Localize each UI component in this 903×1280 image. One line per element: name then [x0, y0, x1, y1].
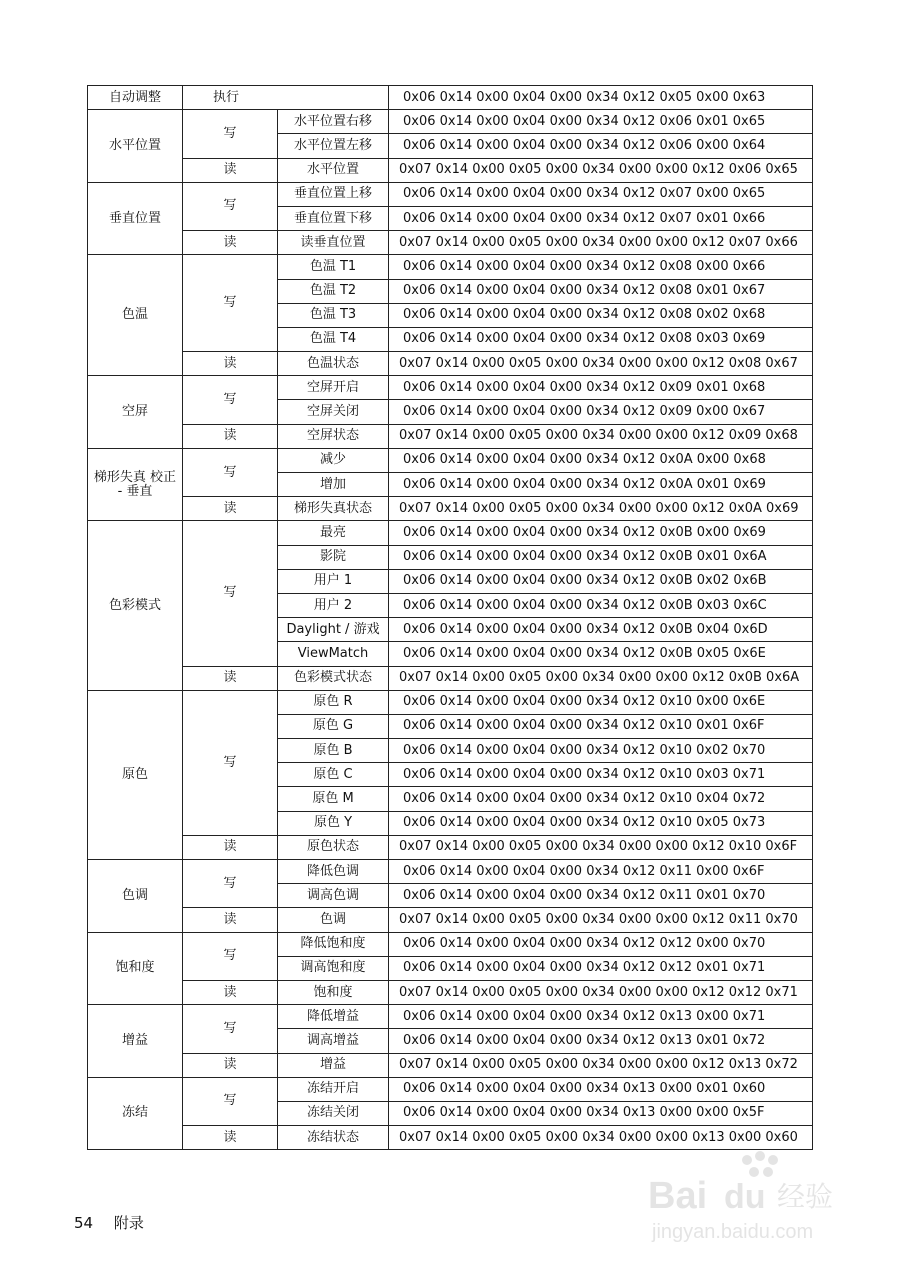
svg-text:Bai: Bai	[648, 1175, 708, 1217]
operation-cell: 读	[183, 424, 278, 448]
item-cell: 色彩模式状态	[278, 666, 389, 690]
command-code-cell: 0x06 0x14 0x00 0x04 0x00 0x34 0x12 0x0B 0x01 0x6A	[389, 545, 813, 569]
page-number: 54	[74, 1214, 94, 1232]
item-cell: 冻结关闭	[278, 1101, 389, 1125]
command-table-body	[88, 86, 813, 1150]
operation-cell: 读	[183, 158, 278, 182]
table-row	[88, 860, 813, 884]
item-cell: 垂直位置上移	[278, 182, 389, 206]
item-cell: 增加	[278, 473, 389, 497]
item-cell: 色温状态	[278, 352, 389, 376]
command-code-cell: 0x06 0x14 0x00 0x04 0x00 0x34 0x12 0x10 0x04 0x72	[389, 787, 813, 811]
table-row	[88, 255, 813, 279]
table-row	[88, 231, 813, 255]
item-cell: 饱和度	[278, 980, 389, 1004]
table-row	[88, 1005, 813, 1029]
item-cell: 垂直位置下移	[278, 206, 389, 230]
item-cell: 降低增益	[278, 1005, 389, 1029]
function-cell: 空屏	[88, 376, 183, 449]
table-row	[88, 158, 813, 182]
command-code-cell: 0x06 0x14 0x00 0x04 0x00 0x34 0x12 0x12 0x01 0x71	[389, 956, 813, 980]
function-cell: 色温	[88, 255, 183, 376]
table-row	[88, 521, 813, 545]
command-code-cell: 0x06 0x14 0x00 0x04 0x00 0x34 0x12 0x08 0x00 0x66	[389, 255, 813, 279]
item-cell: Daylight / 游戏	[278, 618, 389, 642]
operation-cell: 写	[183, 1005, 278, 1053]
command-code-cell: 0x06 0x14 0x00 0x04 0x00 0x34 0x12 0x09 0x01 0x68	[389, 376, 813, 400]
function-cell: 原色	[88, 690, 183, 859]
item-cell: 水平位置	[278, 158, 389, 182]
table-row	[88, 424, 813, 448]
item-cell: 原色 G	[278, 714, 389, 738]
command-code-cell: 0x06 0x14 0x00 0x04 0x00 0x34 0x12 0x0B 0x00 0x69	[389, 521, 813, 545]
table-row	[88, 835, 813, 859]
table-row	[88, 182, 813, 206]
table-row	[88, 932, 813, 956]
table-row	[88, 497, 813, 521]
command-code-cell: 0x07 0x14 0x00 0x05 0x00 0x34 0x00 0x00 0x12 0x0B 0x6A	[389, 666, 813, 690]
table-row	[88, 908, 813, 932]
item-cell: 冻结状态	[278, 1126, 389, 1150]
item-cell: 水平位置左移	[278, 134, 389, 158]
function-cell: 梯形失真 校正 - 垂直	[88, 448, 183, 521]
operation-cell: 读	[183, 666, 278, 690]
operation-cell: 写	[183, 1077, 278, 1125]
item-cell: 调高色调	[278, 884, 389, 908]
item-cell: 用户 2	[278, 593, 389, 617]
operation-cell: 读	[183, 352, 278, 376]
command-code-cell: 0x06 0x14 0x00 0x04 0x00 0x34 0x12 0x0A 0x01 0x69	[389, 473, 813, 497]
command-code-cell: 0x06 0x14 0x00 0x04 0x00 0x34 0x13 0x00 0x00 0x5F	[389, 1101, 813, 1125]
table-row	[88, 376, 813, 400]
item-cell: 冻结开启	[278, 1077, 389, 1101]
operation-cell: 读	[183, 908, 278, 932]
item-cell: 读垂直位置	[278, 231, 389, 255]
item-cell: 调高增益	[278, 1029, 389, 1053]
function-cell: 色彩模式	[88, 521, 183, 690]
operation-cell: 读	[183, 497, 278, 521]
command-code-cell: 0x06 0x14 0x00 0x04 0x00 0x34 0x12 0x11 0x01 0x70	[389, 884, 813, 908]
function-cell: 自动调整	[88, 86, 183, 110]
item-cell: 色调	[278, 908, 389, 932]
operation-cell: 读	[183, 1053, 278, 1077]
item-cell: 原色 Y	[278, 811, 389, 835]
function-cell: 冻结	[88, 1077, 183, 1150]
command-code-cell: 0x06 0x14 0x00 0x04 0x00 0x34 0x12 0x10 0x00 0x6E	[389, 690, 813, 714]
command-code-cell: 0x06 0x14 0x00 0x04 0x00 0x34 0x12 0x08 0x03 0x69	[389, 327, 813, 351]
command-code-cell: 0x07 0x14 0x00 0x05 0x00 0x34 0x00 0x00 0x12 0x08 0x67	[389, 352, 813, 376]
table-row	[88, 448, 813, 472]
item-cell: 原色 R	[278, 690, 389, 714]
command-code-cell: 0x07 0x14 0x00 0x05 0x00 0x34 0x00 0x00 0x12 0x10 0x6F	[389, 835, 813, 859]
command-table	[87, 85, 813, 1150]
command-code-cell: 0x06 0x14 0x00 0x04 0x00 0x34 0x12 0x11 0x00 0x6F	[389, 860, 813, 884]
command-code-cell: 0x06 0x14 0x00 0x04 0x00 0x34 0x12 0x13 0x01 0x72	[389, 1029, 813, 1053]
command-code-cell: 0x06 0x14 0x00 0x04 0x00 0x34 0x12 0x06 0x00 0x64	[389, 134, 813, 158]
command-code-cell: 0x06 0x14 0x00 0x04 0x00 0x34 0x12 0x09 0x00 0x67	[389, 400, 813, 424]
table-row	[88, 980, 813, 1004]
operation-cell: 读	[183, 980, 278, 1004]
command-code-cell: 0x07 0x14 0x00 0x05 0x00 0x34 0x00 0x00 0x12 0x13 0x72	[389, 1053, 813, 1077]
operation-cell: 执行	[183, 86, 389, 110]
operation-cell: 写	[183, 376, 278, 424]
item-cell: 降低色调	[278, 860, 389, 884]
command-code-cell: 0x06 0x14 0x00 0x04 0x00 0x34 0x12 0x0B 0x02 0x6B	[389, 569, 813, 593]
operation-cell: 读	[183, 231, 278, 255]
command-code-cell: 0x07 0x14 0x00 0x05 0x00 0x34 0x00 0x00 0x12 0x11 0x70	[389, 908, 813, 932]
command-code-cell: 0x06 0x14 0x00 0x04 0x00 0x34 0x12 0x13 0x00 0x71	[389, 1005, 813, 1029]
operation-cell: 写	[183, 448, 278, 496]
table-row	[88, 352, 813, 376]
table-row	[88, 1053, 813, 1077]
item-cell: 原色 C	[278, 763, 389, 787]
item-cell: 色温 T4	[278, 327, 389, 351]
operation-cell: 读	[183, 835, 278, 859]
function-cell: 垂直位置	[88, 182, 183, 255]
operation-cell: 读	[183, 1126, 278, 1150]
command-code-cell: 0x07 0x14 0x00 0x05 0x00 0x34 0x00 0x00 0x12 0x12 0x71	[389, 980, 813, 1004]
item-cell: ViewMatch	[278, 642, 389, 666]
operation-cell: 写	[183, 690, 278, 835]
command-code-cell: 0x07 0x14 0x00 0x05 0x00 0x34 0x00 0x00 0x13 0x00 0x60	[389, 1126, 813, 1150]
command-code-cell: 0x06 0x14 0x00 0x04 0x00 0x34 0x12 0x08 0x01 0x67	[389, 279, 813, 303]
baidu-watermark	[642, 1146, 852, 1246]
item-cell: 增益	[278, 1053, 389, 1077]
table-row	[88, 690, 813, 714]
item-cell: 降低饱和度	[278, 932, 389, 956]
item-cell: 梯形失真状态	[278, 497, 389, 521]
function-cell: 饱和度	[88, 932, 183, 1005]
svg-text:du: du	[724, 1178, 766, 1216]
item-cell: 最亮	[278, 521, 389, 545]
table-row	[88, 110, 813, 134]
command-code-cell: 0x06 0x14 0x00 0x04 0x00 0x34 0x12 0x08 0x02 0x68	[389, 303, 813, 327]
command-code-cell: 0x06 0x14 0x00 0x04 0x00 0x34 0x12 0x10 0x05 0x73	[389, 811, 813, 835]
item-cell: 空屏关闭	[278, 400, 389, 424]
table-row	[88, 86, 813, 110]
section-title: 附录	[113, 1214, 144, 1232]
command-code-cell: 0x06 0x14 0x00 0x04 0x00 0x34 0x12 0x0B 0x03 0x6C	[389, 593, 813, 617]
command-code-cell: 0x06 0x14 0x00 0x04 0x00 0x34 0x12 0x10 0x02 0x70	[389, 739, 813, 763]
item-cell: 原色 M	[278, 787, 389, 811]
item-cell: 色温 T2	[278, 279, 389, 303]
item-cell: 影院	[278, 545, 389, 569]
svg-text:经验: 经验	[777, 1180, 834, 1213]
command-code-cell: 0x06 0x14 0x00 0x04 0x00 0x34 0x12 0x06 0x01 0x65	[389, 110, 813, 134]
item-cell: 色温 T1	[278, 255, 389, 279]
table-row	[88, 666, 813, 690]
item-cell: 空屏状态	[278, 424, 389, 448]
command-code-cell: 0x06 0x14 0x00 0x04 0x00 0x34 0x12 0x12 0x00 0x70	[389, 932, 813, 956]
command-code-cell: 0x06 0x14 0x00 0x04 0x00 0x34 0x12 0x0A 0x00 0x68	[389, 448, 813, 472]
function-cell: 水平位置	[88, 110, 183, 183]
function-cell: 色调	[88, 860, 183, 933]
command-code-cell: 0x06 0x14 0x00 0x04 0x00 0x34 0x12 0x07 0x00 0x65	[389, 182, 813, 206]
operation-cell: 写	[183, 182, 278, 230]
item-cell: 原色状态	[278, 835, 389, 859]
item-cell: 空屏开启	[278, 376, 389, 400]
item-cell: 水平位置右移	[278, 110, 389, 134]
operation-cell: 写	[183, 110, 278, 158]
command-code-cell: 0x07 0x14 0x00 0x05 0x00 0x34 0x00 0x00 0x12 0x06 0x65	[389, 158, 813, 182]
command-code-cell: 0x07 0x14 0x00 0x05 0x00 0x34 0x00 0x00 0x12 0x0A 0x69	[389, 497, 813, 521]
operation-cell: 写	[183, 521, 278, 666]
operation-cell: 写	[183, 860, 278, 908]
command-code-cell: 0x06 0x14 0x00 0x04 0x00 0x34 0x12 0x07 0x01 0x66	[389, 206, 813, 230]
item-cell: 用户 1	[278, 569, 389, 593]
page-footer	[74, 1212, 144, 1233]
command-code-cell: 0x07 0x14 0x00 0x05 0x00 0x34 0x00 0x00 0x12 0x07 0x66	[389, 231, 813, 255]
command-code-cell: 0x06 0x14 0x00 0x04 0x00 0x34 0x12 0x10 0x03 0x71	[389, 763, 813, 787]
operation-cell: 写	[183, 255, 278, 352]
item-cell: 减少	[278, 448, 389, 472]
table-row	[88, 1077, 813, 1101]
svg-text:jingyan.baidu.com: jingyan.baidu.com	[652, 1221, 814, 1243]
item-cell: 色温 T3	[278, 303, 389, 327]
operation-cell: 写	[183, 932, 278, 980]
command-code-cell: 0x06 0x14 0x00 0x04 0x00 0x34 0x12 0x0B 0x04 0x6D	[389, 618, 813, 642]
command-code-cell: 0x06 0x14 0x00 0x04 0x00 0x34 0x12 0x10 0x01 0x6F	[389, 714, 813, 738]
function-cell: 增益	[88, 1005, 183, 1078]
command-code-cell: 0x06 0x14 0x00 0x04 0x00 0x34 0x13 0x00 0x01 0x60	[389, 1077, 813, 1101]
item-cell: 原色 B	[278, 739, 389, 763]
command-code-cell: 0x06 0x14 0x00 0x04 0x00 0x34 0x12 0x05 0x00 0x63	[389, 86, 813, 110]
command-code-cell: 0x06 0x14 0x00 0x04 0x00 0x34 0x12 0x0B 0x05 0x6E	[389, 642, 813, 666]
item-cell: 调高饱和度	[278, 956, 389, 980]
command-code-cell: 0x07 0x14 0x00 0x05 0x00 0x34 0x00 0x00 0x12 0x09 0x68	[389, 424, 813, 448]
